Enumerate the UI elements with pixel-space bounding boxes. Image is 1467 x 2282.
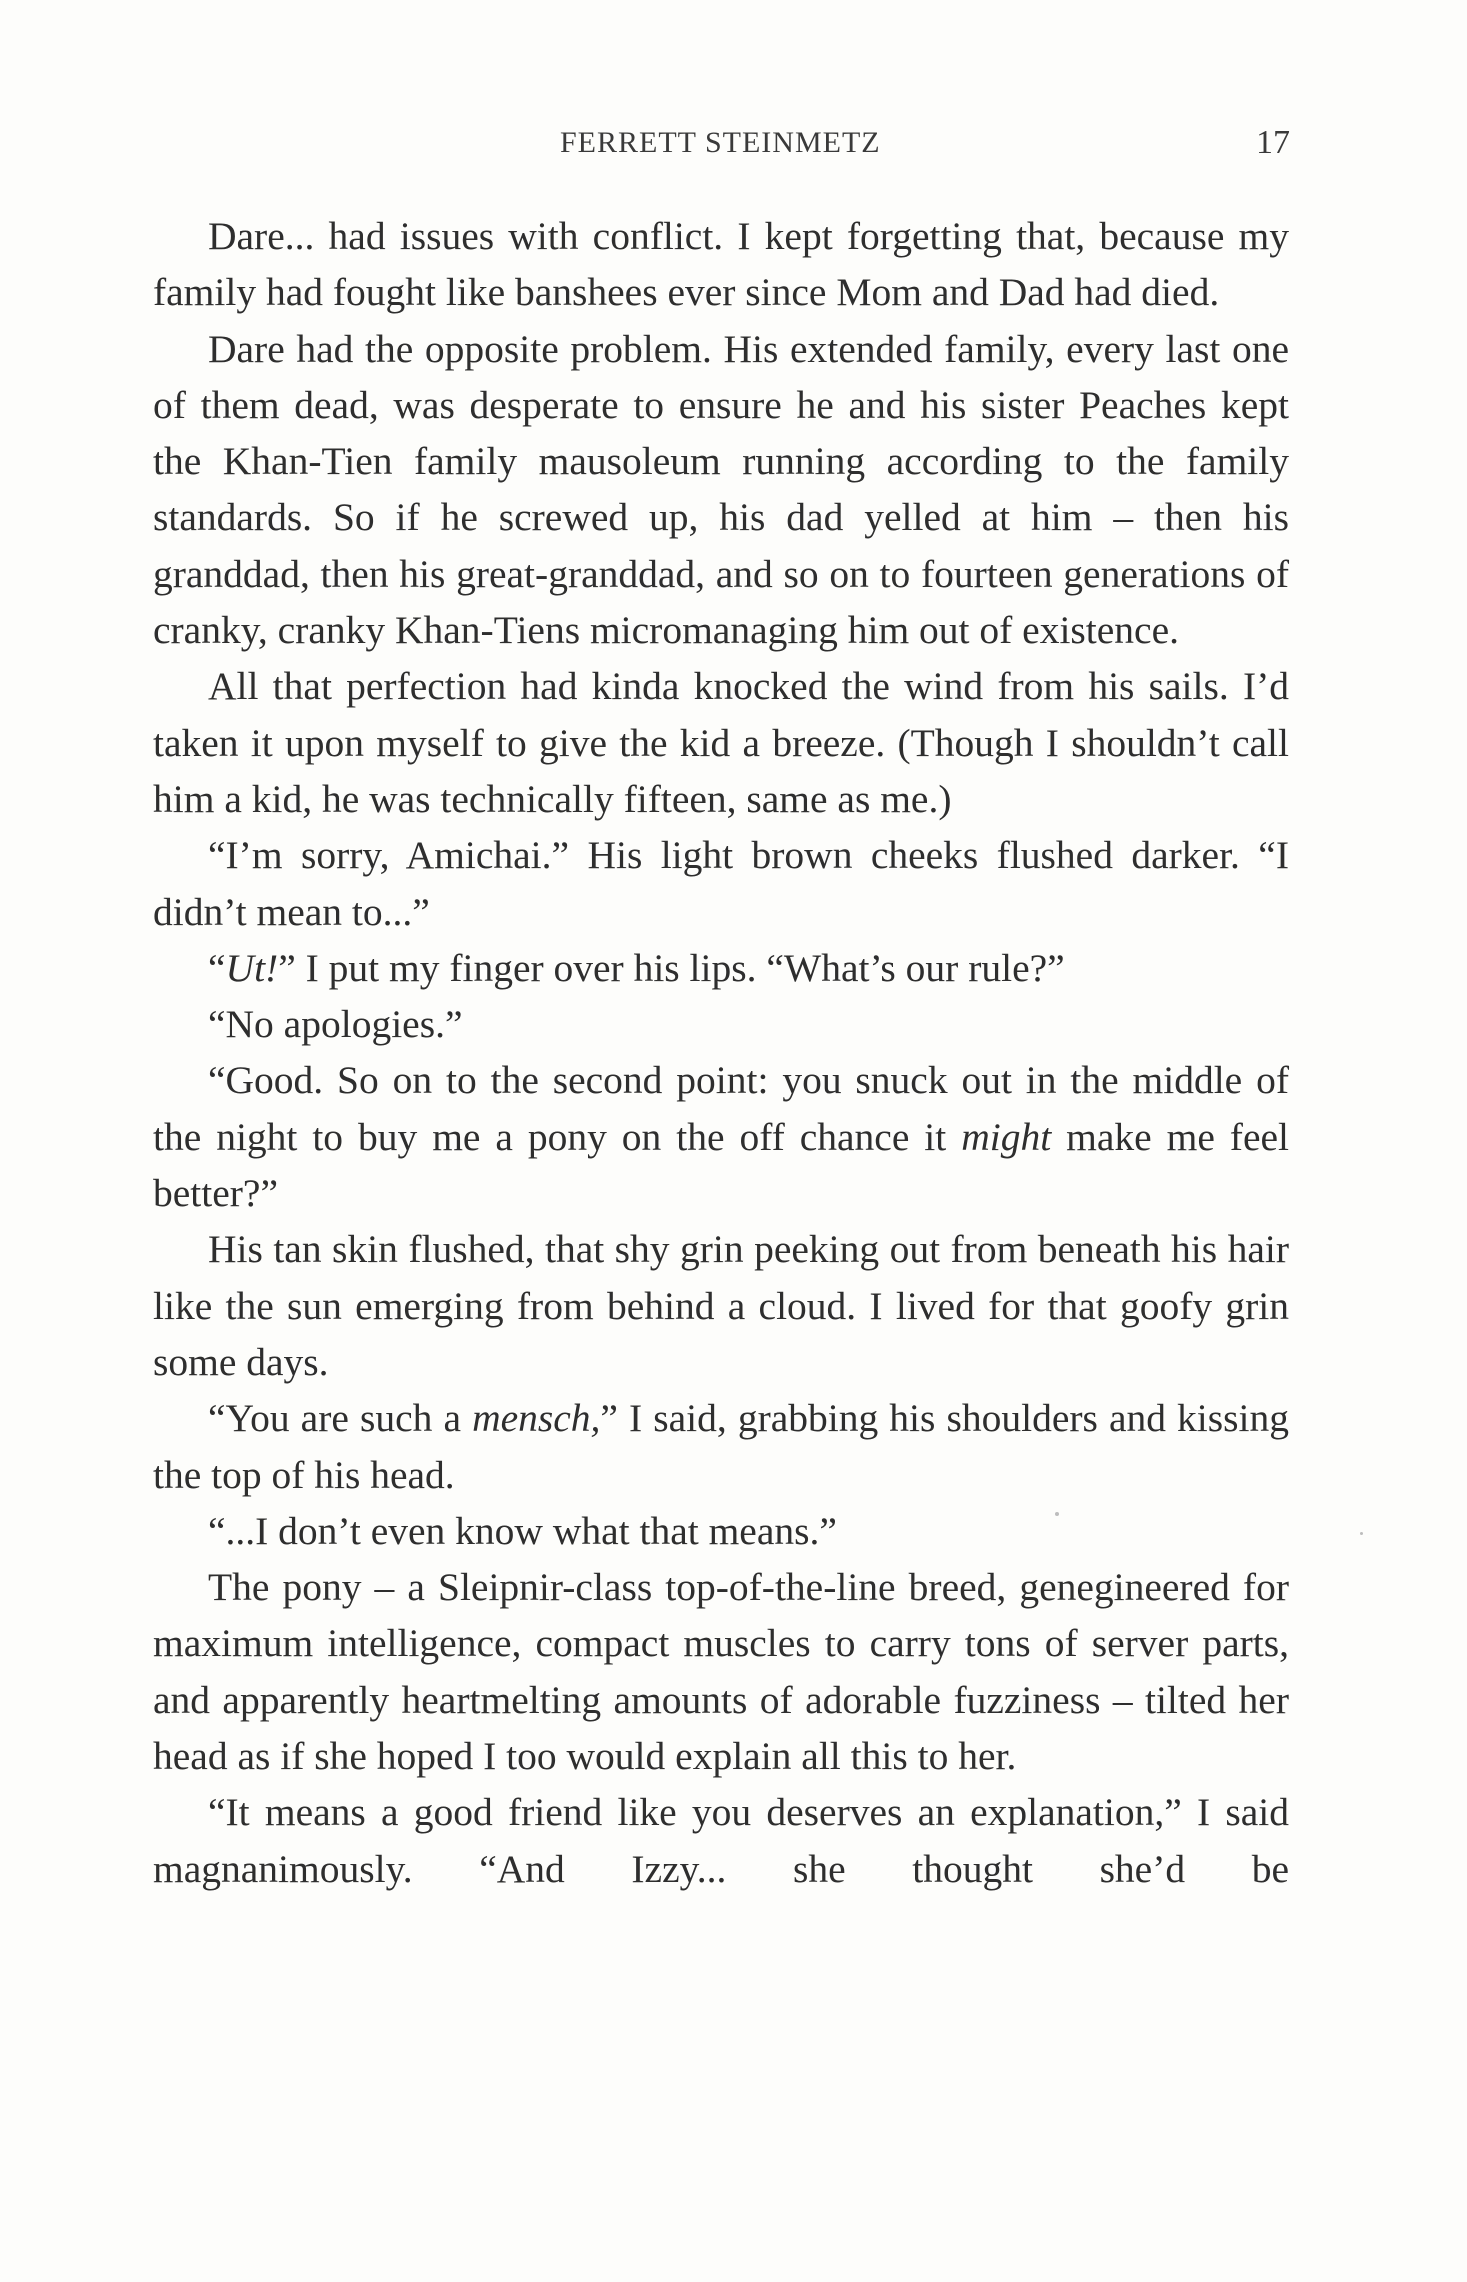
paragraph [153,321,1289,659]
text-segment: “It means a good friend like you deserves an explanation,” I said magnanimously. “And Izzy... she thought she’d be [153,1790,1289,1891]
text-segment: “ [208,945,226,990]
paragraph [153,208,1289,321]
italic-text: might [961,1114,1052,1159]
paragraph [153,940,1289,996]
paragraph [153,1784,1289,1897]
text-segment: The pony – a Sleipnir-class top-of-the-line breed, genegineered for maximum intelligence, compact muscles to carry tons of server parts, and apparently heartmelting amounts of adorable fuzziness – tilted her head as if she hoped I too would explain all this to her. [153,1565,1289,1779]
text-segment: “You are such a [208,1396,473,1441]
body-text [153,208,1289,1897]
running-head-author: FERRETT STEINMETZ [560,126,881,159]
running-head [0,126,1467,166]
text-segment: “...I don’t even know what that means.” [208,1508,837,1553]
scan-speck [1055,1512,1059,1516]
paragraph [153,1221,1289,1390]
paragraph [153,1503,1289,1559]
page-number: 17 [1256,124,1290,161]
paragraph [153,1390,1289,1503]
text-segment: His tan skin flushed, that shy grin peeking out from beneath his hair like the sun emerging from behind a cloud. I lived for that goofy grin some days. [153,1227,1289,1384]
text-segment: Dare had the opposite problem. His extended family, every last one of them dead, was desperate to ensure he and his sister Peaches kept the Khan-Tien family mausoleum running according to the family standards. So if he screwed up, his dad yelled at him – then his granddad, then his great-granddad, and so on to fourteen generations of cranky, cranky Khan-Tiens micromanaging him out of existence. [153,326,1289,653]
text-segment: “Good. So on to the second point: you snuck out in the middle of the night to buy me a pony on the off chance it [153,1058,1289,1159]
text-segment: ” I put my finger over his lips. “What’s our rule?” [278,945,1065,990]
text-segment: “No apologies.” [208,1002,463,1047]
paragraph [153,1052,1289,1221]
text-segment: ” I said, grabbing his shoulders and kissing the top of his head. [153,1396,1289,1497]
paragraph [153,1559,1289,1784]
paragraph [153,996,1289,1052]
italic-text: Ut! [225,945,279,990]
text-segment: Dare... had issues with conflict. I kept forgetting that, because my family had fought like banshees ever since Mom and Dad had died. [153,214,1289,315]
scan-speck [1360,1532,1363,1535]
italic-text: mensch, [472,1396,601,1441]
text-segment: make me feel better?” [153,1114,1289,1216]
paragraph [153,827,1289,940]
text-segment: “I’m sorry, Amichai.” His light brown cheeks flushed darker. “I didn’t mean to...” [153,833,1289,934]
paragraph [153,658,1289,827]
text-segment: All that perfection had kinda knocked the wind from his sails. I’d taken it upon myself to give the kid a breeze. (Though I shouldn’t call him a kid, he was technically fifteen, same as me.) [153,664,1289,821]
